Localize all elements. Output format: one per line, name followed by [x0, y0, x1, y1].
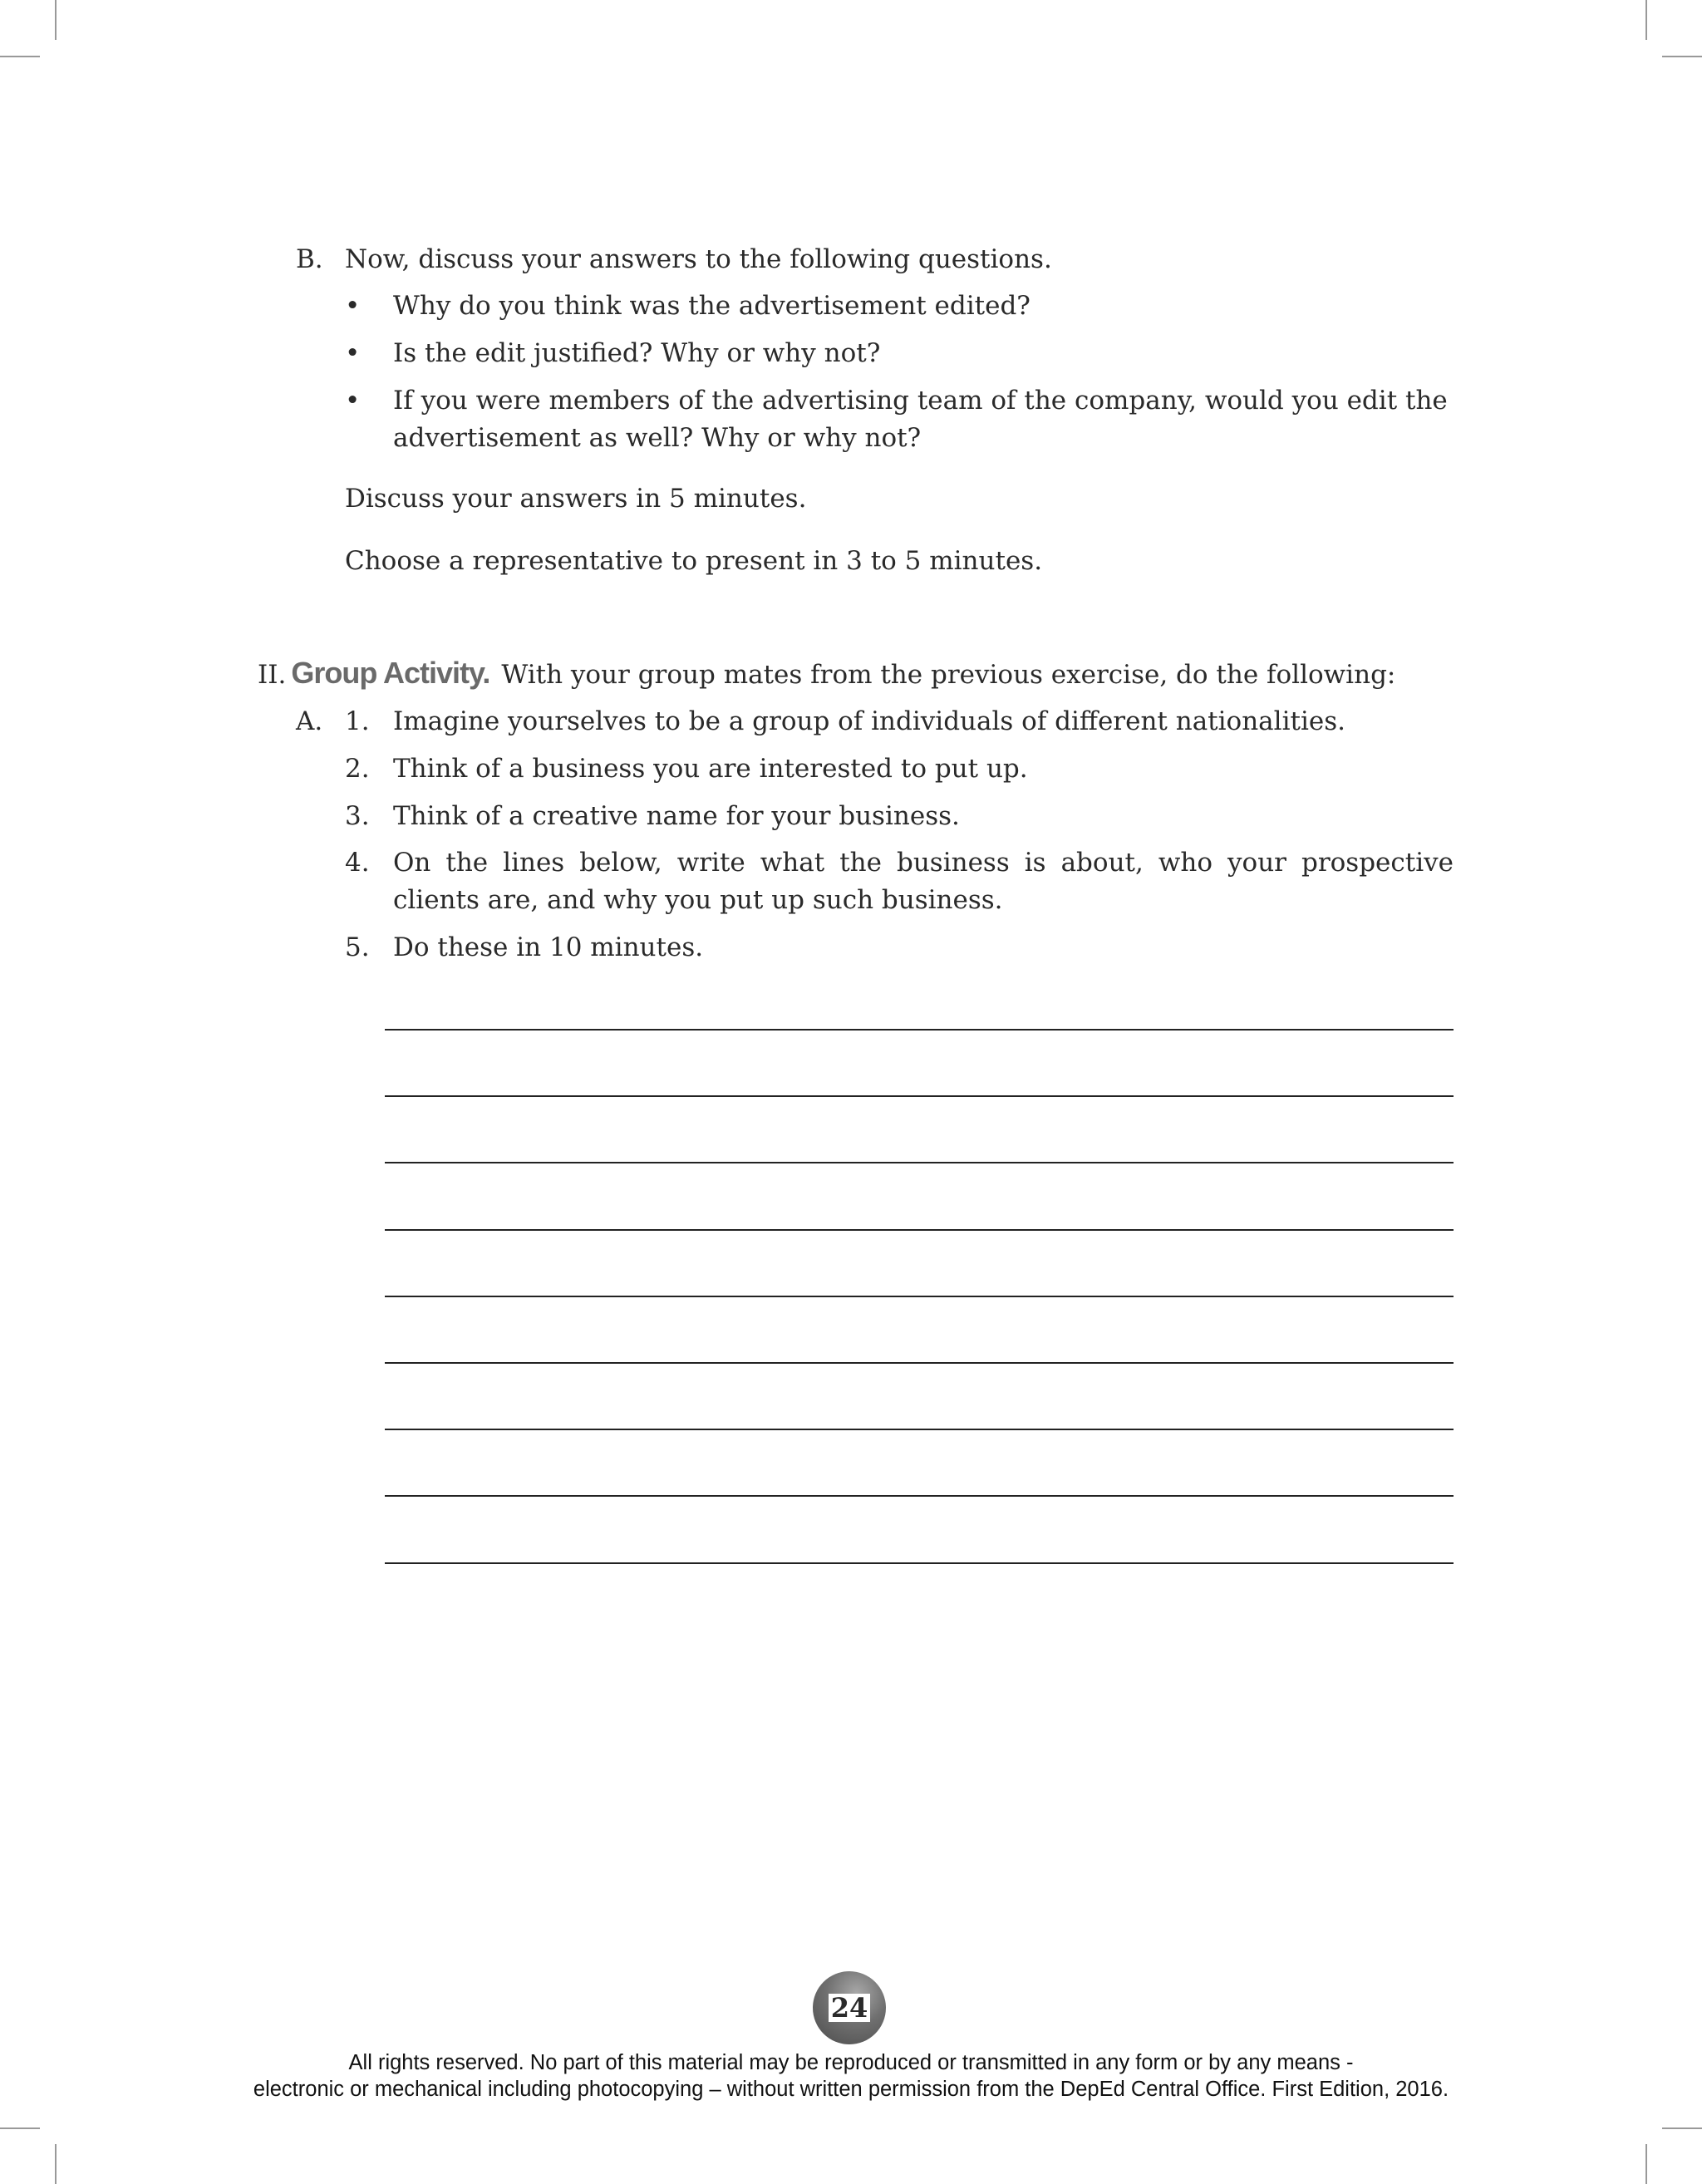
crop-mark-top-left-horizontal — [0, 56, 40, 57]
writing-line[interactable] — [385, 1362, 1454, 1364]
step-2-text: Think of a business you are interested to put up. — [393, 754, 1028, 784]
writing-line[interactable] — [385, 1029, 1454, 1031]
copyright-footer-line-2: electronic or mechanical including photocopying – without written permission from the DepEd Central Office. First Edition, 2016. — [253, 2078, 1449, 2101]
section-ii-marker: II. — [258, 660, 287, 690]
step-3-text: Think of a creative name for your business. — [393, 801, 960, 831]
step-number: 2. — [345, 754, 370, 784]
question-2: Is the edit justified? Why or why not? — [393, 338, 881, 368]
step-number: 4. — [345, 848, 370, 878]
writing-line[interactable] — [385, 1162, 1454, 1163]
copyright-footer-line-1: All rights reserved. No part of this material may be reproduced or transmitted in any form or by any means - — [348, 2051, 1354, 2074]
step-number: 1. — [345, 706, 370, 736]
crop-mark-top-left-vertical — [55, 0, 57, 40]
question-3: If you were members of the advertising team of the company, would you edit the — [393, 386, 1448, 416]
step-5-text: Do these in 10 minutes. — [393, 932, 704, 962]
writing-line[interactable] — [385, 1429, 1454, 1430]
crop-mark-bottom-right-horizontal — [1662, 2127, 1702, 2129]
question-3-continued: advertisement as well? Why or why not? — [393, 423, 922, 453]
crop-mark-bottom-right-vertical — [1645, 2144, 1647, 2184]
bullet: • — [345, 291, 361, 321]
step-number: 3. — [345, 801, 370, 831]
discussion-time-note: Discuss your answers in 5 minutes. — [345, 484, 807, 514]
section-b-intro: Now, discuss your answers to the following questions. — [345, 244, 1052, 274]
writing-line[interactable] — [385, 1095, 1454, 1097]
section-ii-intro: With your group mates from the previous exercise, do the following: — [501, 660, 1396, 690]
writing-line[interactable] — [385, 1562, 1454, 1564]
crop-mark-top-right-vertical — [1645, 0, 1647, 40]
writing-line[interactable] — [385, 1229, 1454, 1231]
representative-note: Choose a representative to present in 3 to 5 minutes. — [345, 546, 1043, 576]
section-b-marker: B. — [296, 244, 323, 274]
crop-mark-top-right-horizontal — [1662, 56, 1702, 57]
step-1-text: Imagine yourselves to be a group of individuals of different nationalities. — [393, 706, 1345, 736]
section-ii-header — [258, 655, 1395, 693]
step-number: 5. — [345, 932, 370, 962]
section-ii-sub-marker: A. — [296, 706, 323, 736]
question-1: Why do you think was the advertisement edited? — [393, 291, 1031, 321]
writing-line[interactable] — [385, 1495, 1454, 1497]
step-4-text: On the lines below, write what the business is about, who your prospective clients are, and why you put up such business. — [393, 848, 1454, 915]
crop-mark-bottom-left-vertical — [55, 2144, 57, 2184]
section-ii-heading: Group Activity. — [291, 656, 490, 690]
writing-line[interactable] — [385, 1296, 1454, 1297]
bullet: • — [345, 338, 361, 368]
crop-mark-bottom-left-horizontal — [0, 2127, 40, 2129]
bullet: • — [345, 386, 361, 416]
page-number-badge — [813, 1971, 886, 2044]
page-number: 24 — [829, 1994, 871, 2022]
